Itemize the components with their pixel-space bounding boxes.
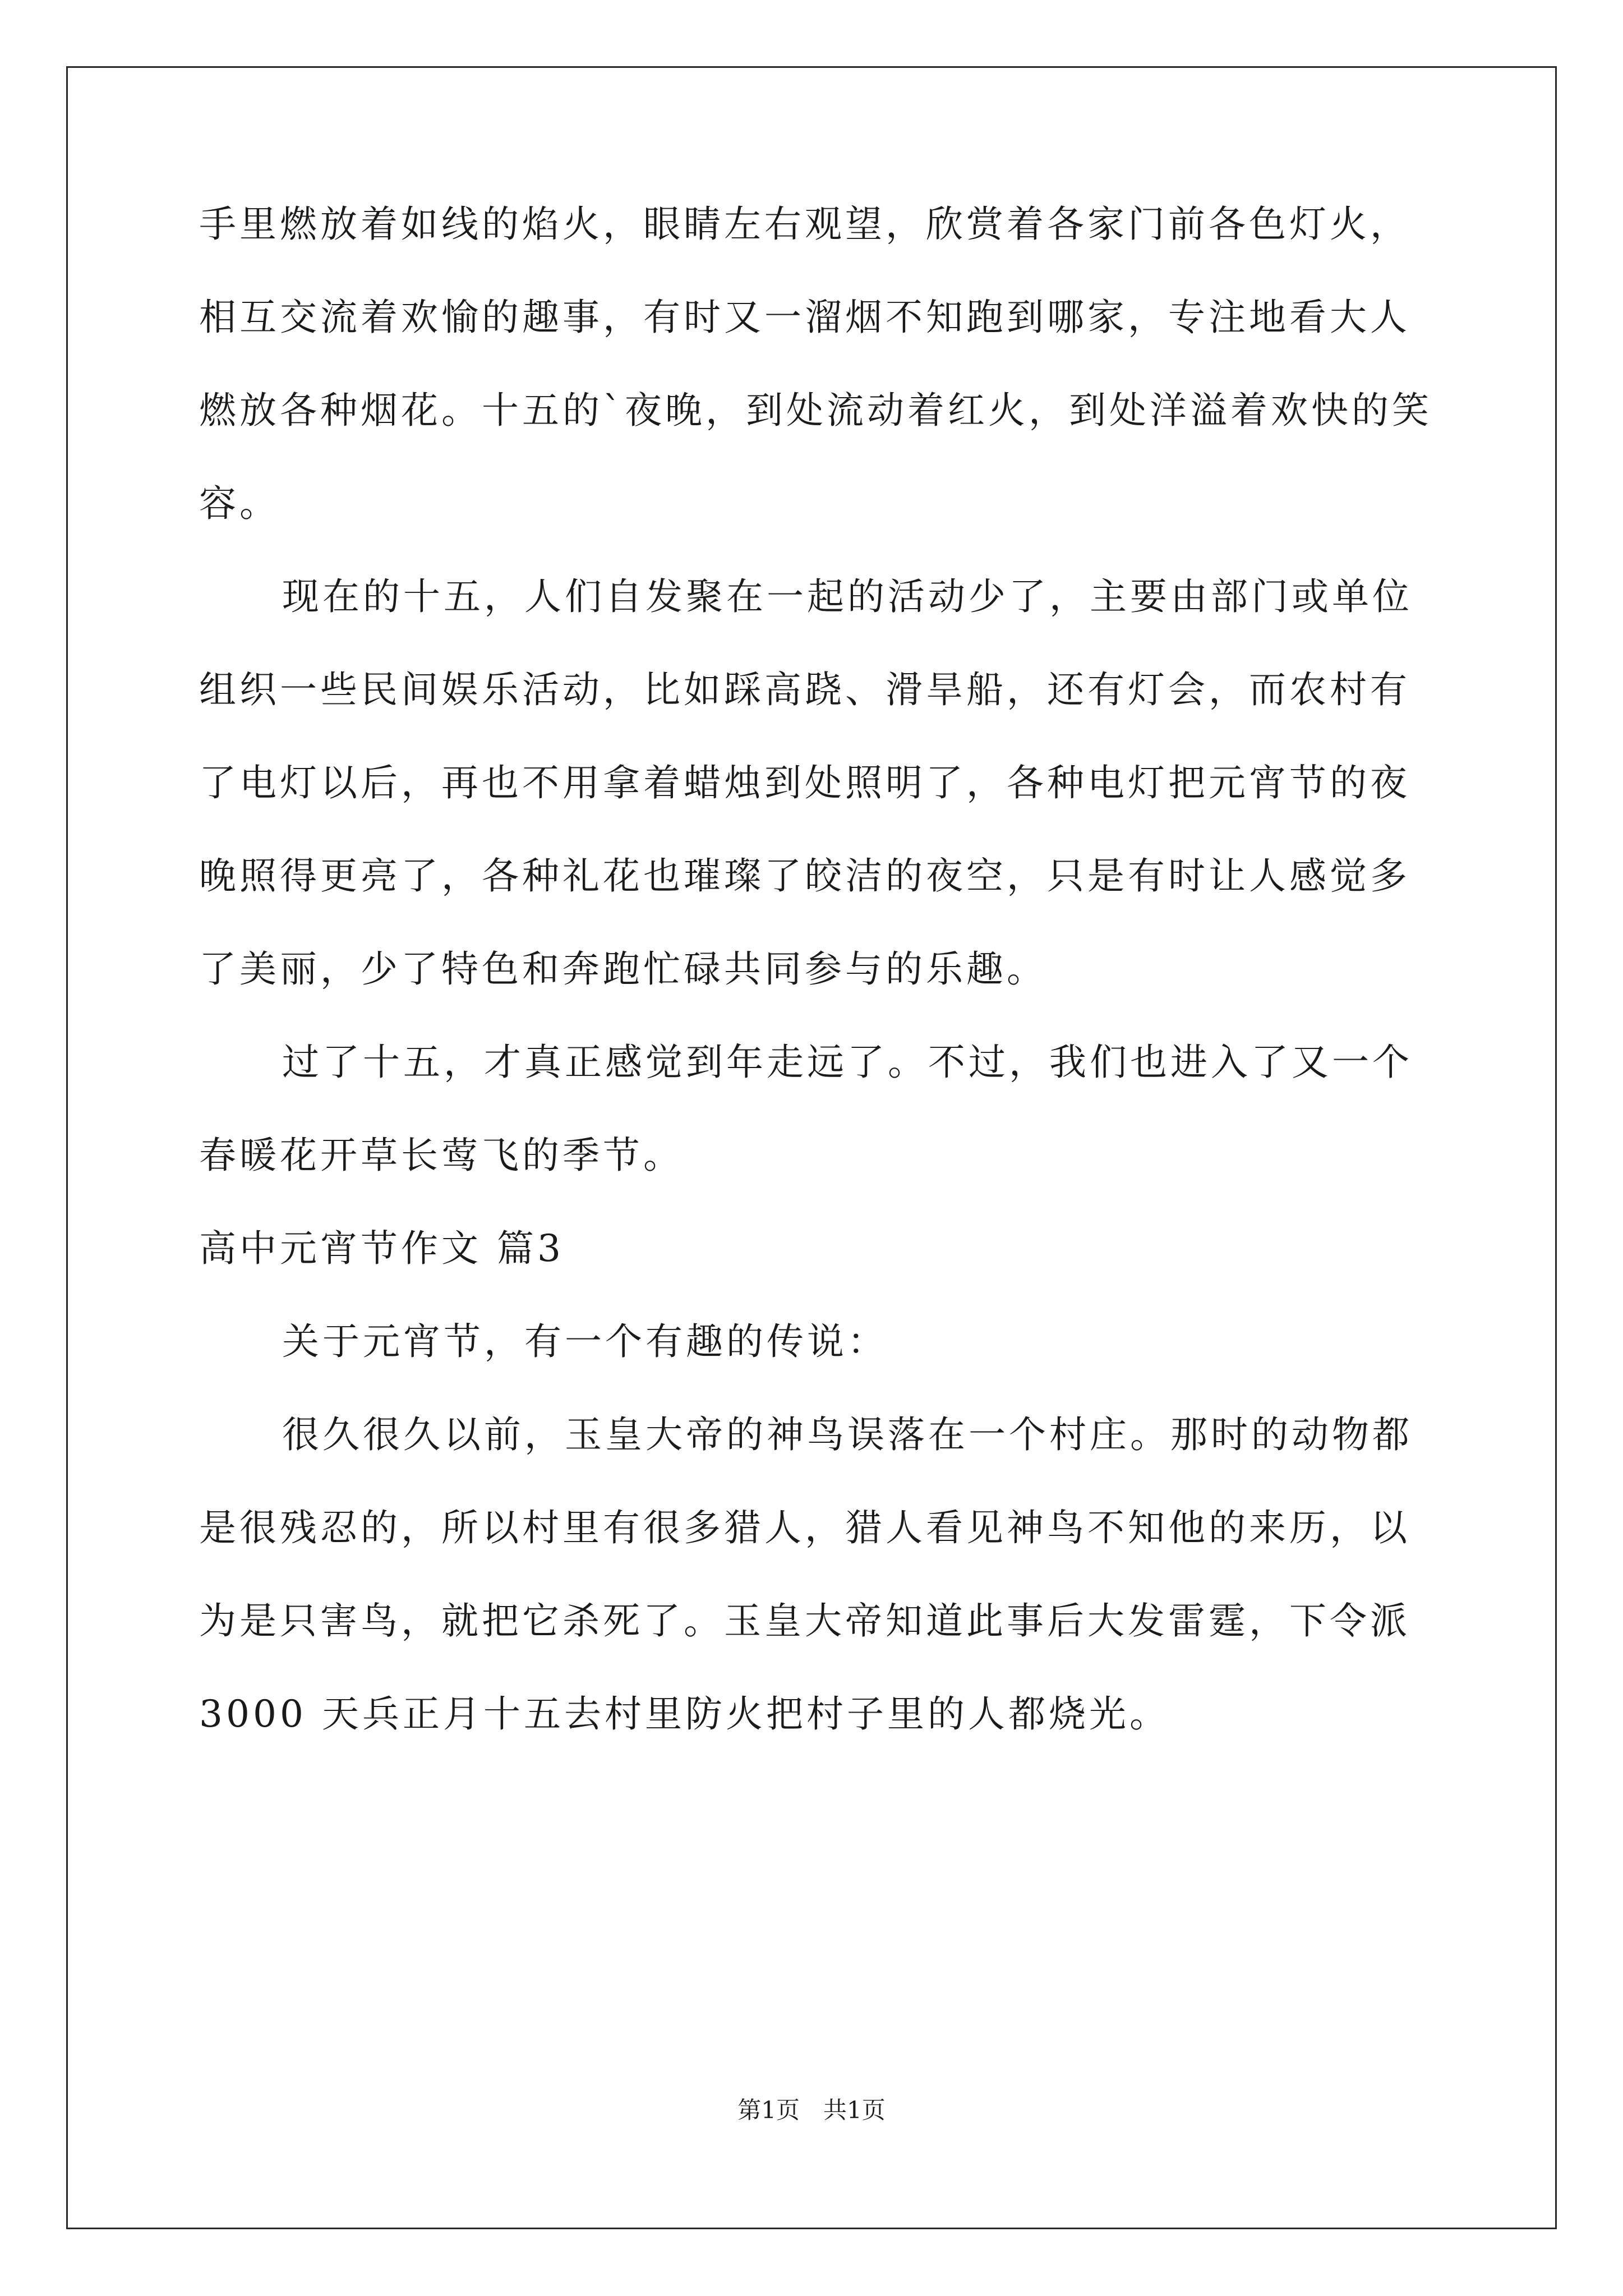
paragraph-start-line: 关于元宵节，有一个有趣的传说： — [282, 1320, 888, 1363]
paragraph-start-line: 现在的十五，人们自发聚在一起的活动少了，主要由部门或单位 — [282, 575, 1413, 618]
text-line: 了美丽，少了特色和奔跑忙碌共同参与的乐趣。 — [199, 947, 1047, 991]
text-line: 手里燃放着如线的焰火，眼睛左右观望，欣赏着各家门前各色灯火， — [199, 203, 1410, 246]
text-line: 春暖花开草长莺飞的季节。 — [199, 1134, 684, 1177]
page-footer: 第1页 共1页 — [737, 2096, 886, 2124]
text-line: 组织一些民间娱乐活动，比如踩高跷、滑旱船，还有灯会，而农村有 — [199, 668, 1410, 711]
text-line: 相互交流着欢愉的趣事，有时又一溜烟不知跑到哪家，专注地看大人 — [199, 296, 1410, 339]
section-heading: 高中元宵节作文 篇3 — [199, 1227, 564, 1270]
text-line: 了电灯以后，再也不用拿着蜡烛到处照明了，各种电灯把元宵节的夜 — [199, 761, 1410, 804]
text-line: 是很残忍的，所以村里有很多猎人，猎人看见神鸟不知他的来历，以 — [199, 1506, 1410, 1549]
paragraph-start-line: 很久很久以前，玉皇大帝的神鸟误落在一个村庄。那时的动物都 — [282, 1413, 1413, 1456]
text-line: 容。 — [199, 482, 280, 525]
text-line: 3000 天兵正月十五去村里防火把村子里的人都烧光。 — [199, 1692, 1170, 1736]
text-line: 晚照得更亮了，各种礼花也璀璨了皎洁的夜空，只是有时让人感觉多 — [199, 854, 1410, 898]
text-line: 为是只害鸟，就把它杀死了。玉皇大帝知道此事后大发雷霆，下令派 — [199, 1599, 1410, 1642]
paragraph-start-line: 过了十五，才真正感觉到年走远了。不过，我们也进入了又一个 — [282, 1041, 1413, 1084]
text-line: 燃放各种烟花。十五的`夜晚，到处流动着红火，到处洋溢着欢快的笑 — [199, 389, 1432, 432]
